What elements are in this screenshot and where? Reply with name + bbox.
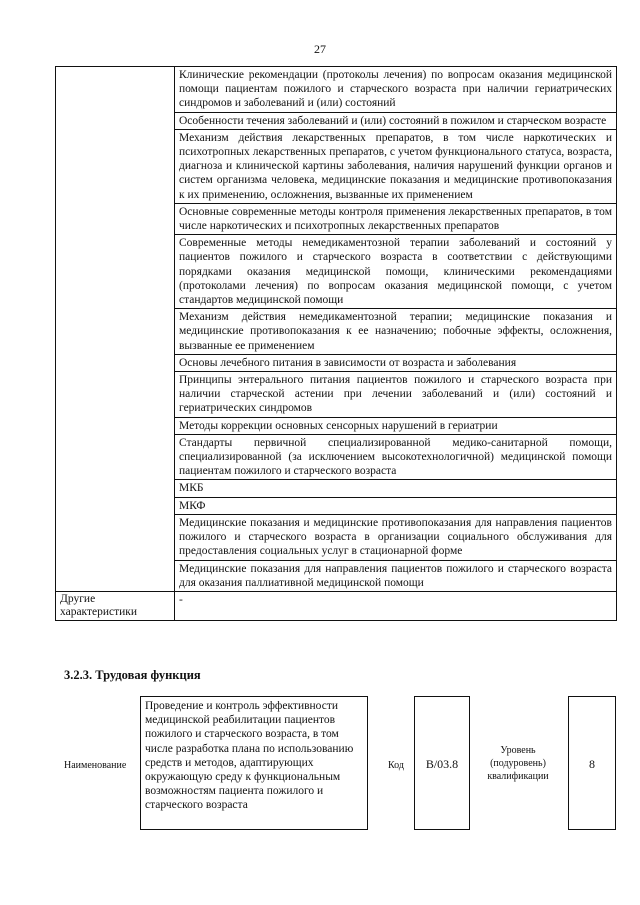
knowledge-table <box>55 66 617 621</box>
requirement-cell: Основные современные методы контроля применения лекарственных препаратов, в том числе наркотических и психотропных лекарственных препаратов <box>175 203 617 234</box>
requirement-cell: Клинические рекомендации (протоколы лечения) по вопросам оказания медицинской помощи пациентам пожилого и старческого возраста при наличии гериатрических синдромов и заболеваний и (или) состояний <box>175 67 617 113</box>
table-row <box>56 67 617 113</box>
label-cell-empty <box>56 67 175 592</box>
requirement-cell: Методы коррекции основных сенсорных нарушений в гериатрии <box>175 417 617 434</box>
requirement-cell: МКФ <box>175 497 617 514</box>
section-title: 3.2.3. Трудовая функция <box>64 668 201 682</box>
other-characteristics-label: Другие характеристики <box>56 591 175 620</box>
function-name-label: Наименование <box>64 760 127 771</box>
requirement-cell: Особенности течения заболеваний и (или) состояний в пожилом и старческом возрасте <box>175 112 617 129</box>
requirement-cell: Механизм действия немедикаментозной терапии; медицинские показания и медицинские противопоказания к ее назначению; побочные эффекты, осложнения, вызванные ее применением <box>175 309 617 355</box>
requirement-cell: Современные методы немедикаментозной терапии заболеваний и состояний у пациентов пожилого и старческого возраста в соответствии с действующими порядками оказания медицинской помощи, клиническими рекомендациями (протоколами лечения) по вопросам оказания медицинской помощи, с учетом стандартов медицинской помощи <box>175 235 617 309</box>
table-row-other <box>56 591 617 620</box>
requirement-cell: Принципы энтерального питания пациентов пожилого и старческого возраста при наличии старческой астении при лечении заболеваний и (или) состояний и гериатрических синдромов <box>175 372 617 418</box>
code-label: Код <box>388 760 404 771</box>
qualification-level-box: 8 <box>568 696 616 830</box>
code-value-box: B/03.8 <box>414 696 470 830</box>
requirement-cell: Стандарты первичной специализированной медико-санитарной помощи, специализированной (за исключением высокотехнологичной) медицинской помощи пациентам пожилого и старческого возраста <box>175 434 617 480</box>
requirement-cell: Медицинские показания и медицинские противопоказания для направления пациентов пожилого и старческого возраста в организации социального обслуживания для предоставления социальных услуг в стационарной форме <box>175 514 617 560</box>
other-characteristics-value: - <box>175 591 617 620</box>
requirement-cell: Механизм действия лекарственных препаратов, в том числе наркотических и психотропных лекарственных препаратов, с учетом функционального статуса, возраста, диагноза и клинической картины заболевания, наличия нарушений функции органов и систем организма человека, медицинские показания и медицинские противопоказания к их применению, осложнения, вызванные их применением <box>175 129 617 203</box>
requirement-cell: МКБ <box>175 480 617 497</box>
requirement-cell: Медицинские показания для направления пациентов пожилого и старческого возраста для оказания паллиативной медицинской помощи <box>175 560 617 591</box>
page-number: 27 <box>314 42 326 56</box>
function-name-box: Проведение и контроль эффективности медицинской реабилитации пациентов пожилого и старческого возраста, в том числе разработка плана по использованию средств и методов, адаптирующих окружающую среду к функциональным возможностям пациента пожилого и старческого возраста <box>140 696 368 830</box>
requirement-cell: Основы лечебного питания в зависимости от возраста и заболевания <box>175 354 617 371</box>
qualification-level-label: Уровень (подуровень) квалификации <box>487 745 549 782</box>
